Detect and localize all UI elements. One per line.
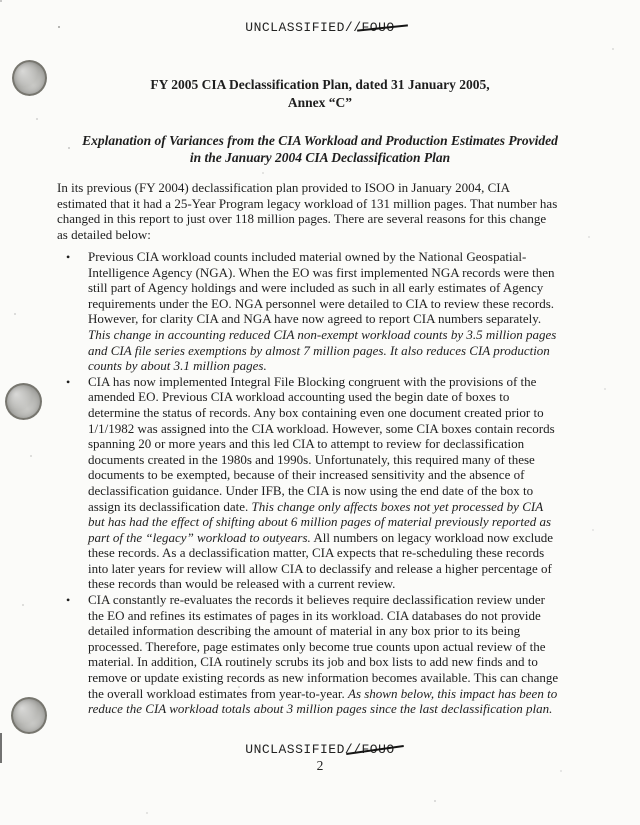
fouo-marking-struck-header: FOUO: [361, 20, 395, 35]
bullet-ifb-segment-normal-1: CIA has now implemented Integral File Blocking congruent with the provisions of the amended EO. Previous CIA workload accounting used the begin date of boxes to determine the status of records. Any box containing even one document created prior to 1/1/1982 was assigned into the CIA workload. However, some CIA boxes contain records spanning 20 or more years and this led CIA to attempt to review for declassification documents created in the 1980s and 1990s. Unfortunately, this required many of these documents to be exempted, because of their increased sensitivity and the absence of declassification guidance. Under IFB, the CIA is now using the end date of the box to assign its declassification date.: [88, 373, 555, 514]
classification-header-text: UNCLASSIFIED//: [245, 20, 362, 35]
scan-edge-artifact: [0, 733, 2, 763]
classification-footer-text: UNCLASSIFIED//: [245, 742, 362, 757]
fouo-marking-struck-footer: FOUO: [361, 742, 395, 757]
document-subtitle-line2: in the January 2004 CIA Declassification Plan: [189, 150, 451, 165]
document-title-line1: FY 2005 CIA Declassification Plan, dated 31 January 2005,: [150, 77, 490, 92]
bullet-list: [66, 249, 562, 717]
bullet-text-ifb: [88, 374, 562, 592]
bullet-nga-segment-italic: This change in accounting reduced CIA non-exempt workload counts by 3.5 million pages and CIA file series exemptions by almost 7 million pages. It also reduces CIA production counts by about 3.1 million pages.: [88, 326, 557, 374]
bullet-reevaluation-segment-italic: As shown below, this impact has been to reduce the CIA workload totals about 3 million pages since the last declassification plan.: [88, 685, 558, 717]
bullet-nga-segment-normal: Previous CIA workload counts included material owned by the National Geospatial-Intelligence Agency (NGA). When the EO was first implemented NGA records were then still part of Agency holdings and were included as such in all early estimates of Agency requirements under the EO. NGA personnel were detailed to CIA to review these records. However, for clarity CIA and NGA have now agreed to report CIA numbers separately.: [88, 249, 555, 327]
bullet-item-reevaluation: [66, 592, 562, 717]
classification-header: [0, 20, 640, 35]
scan-noise: [0, 0, 2, 2]
intro-paragraph: In its previous (FY 2004) declassification plan provided to ISOO in January 2004, CIA estimated that it had a 25-Year Program legacy workload of 131 million pages. That number has changed in this report to just over 118 million pages. There are several reasons for this change as detailed below:: [57, 180, 558, 242]
document-title-line2: Annex “C”: [287, 95, 353, 110]
hole-punch-bottom-icon: [11, 697, 47, 734]
document-subtitle: [20, 132, 620, 166]
bullet-ifb-segment-italic: This change only affects boxes not yet processed by CIA but has had the effect of shifting about 6 million pages of material previously reported as part of the “legacy” workload to outyears.: [88, 498, 552, 545]
bullet-marker-icon: •: [66, 374, 71, 389]
document-subtitle-line1: Explanation of Variances from the CIA Workload and Production Estimates Provided: [82, 133, 558, 148]
bullet-marker-icon: •: [66, 593, 71, 608]
bullet-item-nga: [66, 249, 562, 374]
document-title: [0, 76, 640, 112]
bullet-ifb-segment-normal-2: All numbers on legacy workload now exclude these records. As a declassification matter, CIA expects that re-scheduling these records into later years for review will allow CIA to declassify and release a higher percentage of these records than would be released with a current review.: [88, 529, 554, 592]
classification-footer: [0, 742, 640, 757]
hole-punch-middle-icon: [5, 383, 42, 420]
bullet-reevaluation-segment-normal: CIA constantly re-evaluates the records it believes require declassification review under the EO and refines its estimates of pages in its workload. CIA databases do not provide detailed information describing the amount of material in any box prior to its being processed. Therefore, page estimates only become true counts upon actual review of the material. In addition, CIA routinely scrubs its job and box lists to add new finds and to remove or update existing records as new information becomes available. This can change the overall workload estimates from year-to-year.: [88, 592, 559, 701]
bullet-marker-icon: •: [66, 250, 71, 264]
page-number: 2: [316, 758, 324, 773]
bullet-text-nga: [88, 249, 562, 374]
bullet-text-reevaluation: [88, 592, 562, 717]
bullet-item-ifb: [66, 374, 562, 592]
